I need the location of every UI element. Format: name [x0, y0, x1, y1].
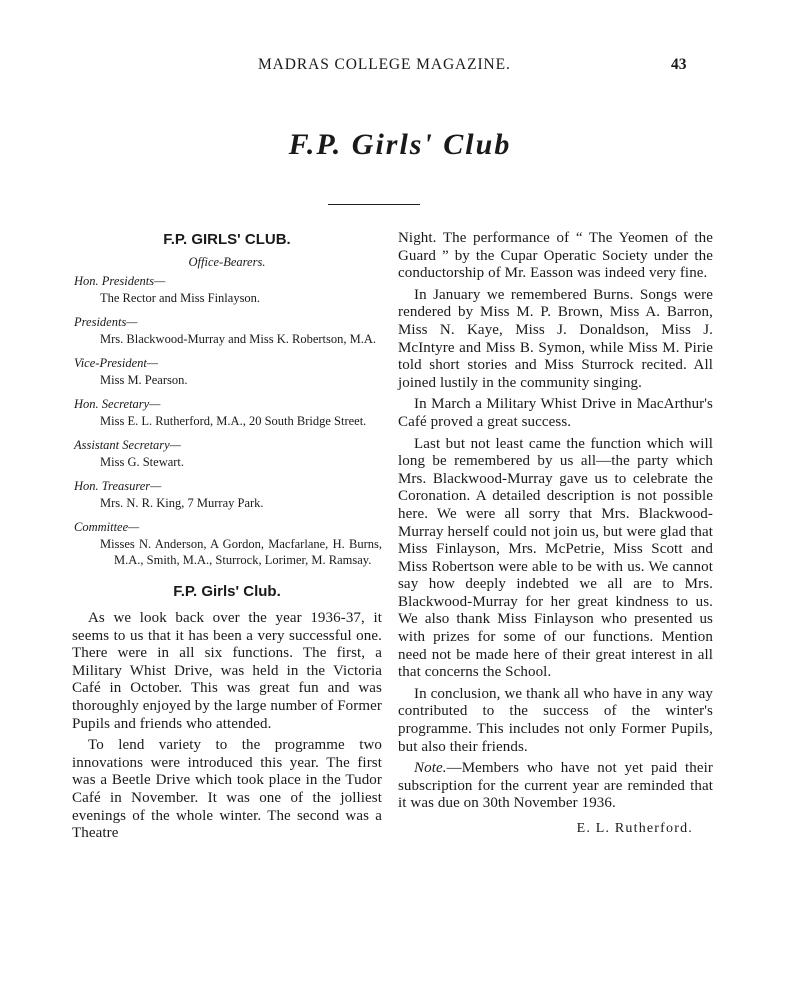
article-paragraph: In March a Military Whist Drive in MacArthur's Café proved a great success. [398, 396, 713, 430]
office-bearer-names: Miss M. Pearson. [100, 373, 188, 387]
office-bearer-entry [72, 396, 382, 429]
article-heading: F.P. Girls' Club. [173, 583, 281, 600]
office-bearers-list [72, 273, 382, 568]
note-label: Note. [414, 760, 447, 777]
office-bearer-names: Mrs. N. R. King, 7 Murray Park. [100, 496, 264, 510]
article-left-text [72, 610, 382, 843]
right-column [398, 230, 713, 837]
office-bearer-role: Assistant Secretary— [74, 438, 181, 452]
office-bearer-entry [72, 273, 382, 306]
office-bearers-heading: F.P. GIRLS' CLUB. [163, 231, 291, 248]
office-bearer-names: Miss G. Stewart. [100, 455, 185, 469]
office-bearers-subtitle: Office-Bearers. [188, 255, 266, 269]
office-bearer-entry [72, 519, 382, 568]
page-number: 43 [671, 56, 687, 73]
article-paragraph: In January we remembered Burns. Songs were rendered by Miss M. P. Brown, Miss A. Barron, Miss N. Kaye, Miss J. Donaldson, Miss J. McIntyre and Miss B. Symon, while Miss M. Pirie told short stories and Miss Sturrock recited. All joined lustily in the community singing. [398, 286, 713, 391]
office-bearer-role: Committee— [74, 520, 140, 534]
note-text: —Members who have not yet paid their subscription for the current year are reminded that it was due on 30th November 1936. [398, 760, 713, 812]
article-paragraph: In conclusion, we thank all who have in any way contributed to the success of the winter's programme. This includes not only Former Pupils, but also their friends. [398, 685, 713, 755]
office-bearer-role: Vice-President— [74, 356, 158, 370]
office-bearer-role: Presidents— [74, 315, 138, 329]
office-bearer-entry [72, 314, 382, 347]
office-bearer-entry [72, 437, 382, 470]
office-bearer-role: Hon. Presidents— [74, 274, 166, 288]
office-bearer-names: The Rector and Miss Finlayson. [100, 291, 261, 305]
left-column [72, 230, 382, 847]
office-bearer-names: Misses N. Anderson, A Gordon, Macfarlane, H. Burns, M.A., Smith, M.A., Sturrock, Lorimer, M. Ramsay. [100, 537, 382, 567]
office-bearer-names: Mrs. Blackwood-Murray and Miss K. Robertson, M.A. [100, 332, 377, 346]
article-paragraph: As we look back over the year 1936-37, it seems to us that it has been a very successful one. There were in all six functions. The first, a Military Whist Drive, was held in the Victoria Café in October. This was great fun and was thoroughly enjoyed by the large number of Former Pupils and friends who attended. [72, 610, 382, 732]
signature: E. L. Rutherford. [576, 821, 693, 836]
note-paragraph [398, 760, 713, 813]
office-bearer-entry [72, 478, 382, 511]
magazine-title: MADRAS COLLEGE MAGAZINE. [258, 56, 511, 73]
article-right-text [398, 287, 713, 756]
club-banner-heading: F.P. Girls' Club [288, 128, 512, 161]
article-paragraph-continued: Night. The performance of “ The Yeomen of the Guard ” by the Cupar Operatic Society under the conductorship of Mr. Easson was indeed very fine. [398, 230, 713, 282]
divider-rule [328, 204, 420, 205]
office-bearer-entry [72, 355, 382, 388]
office-bearer-names: Miss E. L. Rutherford, M.A., 20 South Bridge Street. [100, 414, 367, 428]
office-bearer-role: Hon. Treasurer— [74, 479, 162, 493]
office-bearer-role: Hon. Secretary— [74, 397, 161, 411]
article-paragraph: Last but not least came the function which will long be remembered by us all—the party which Mrs. Blackwood-Murray gave us to celebrate the Coronation. A detailed description is not possible here. We were all sorry that Mrs. Blackwood-Murray herself could not join us, but were glad that Miss Finlayson, Mrs. McPetrie, Miss Scott and Miss Robertson were able to be with us. We cannot say how deeply indebted we all are to Mrs. Blackwood-Murray for her great kindness to us. We also thank Miss Finlayson who presented us with prizes for some of our functions. Mention need not be made here of their great interest in all that concerns the School. [398, 435, 713, 681]
article-paragraph: To lend variety to the programme two innovations were introduced this year. The first was a Beetle Drive which took place in the Tudor Café in November. It was one of the jolliest evenings of the whole winter. The second was a Theatre [72, 737, 382, 842]
